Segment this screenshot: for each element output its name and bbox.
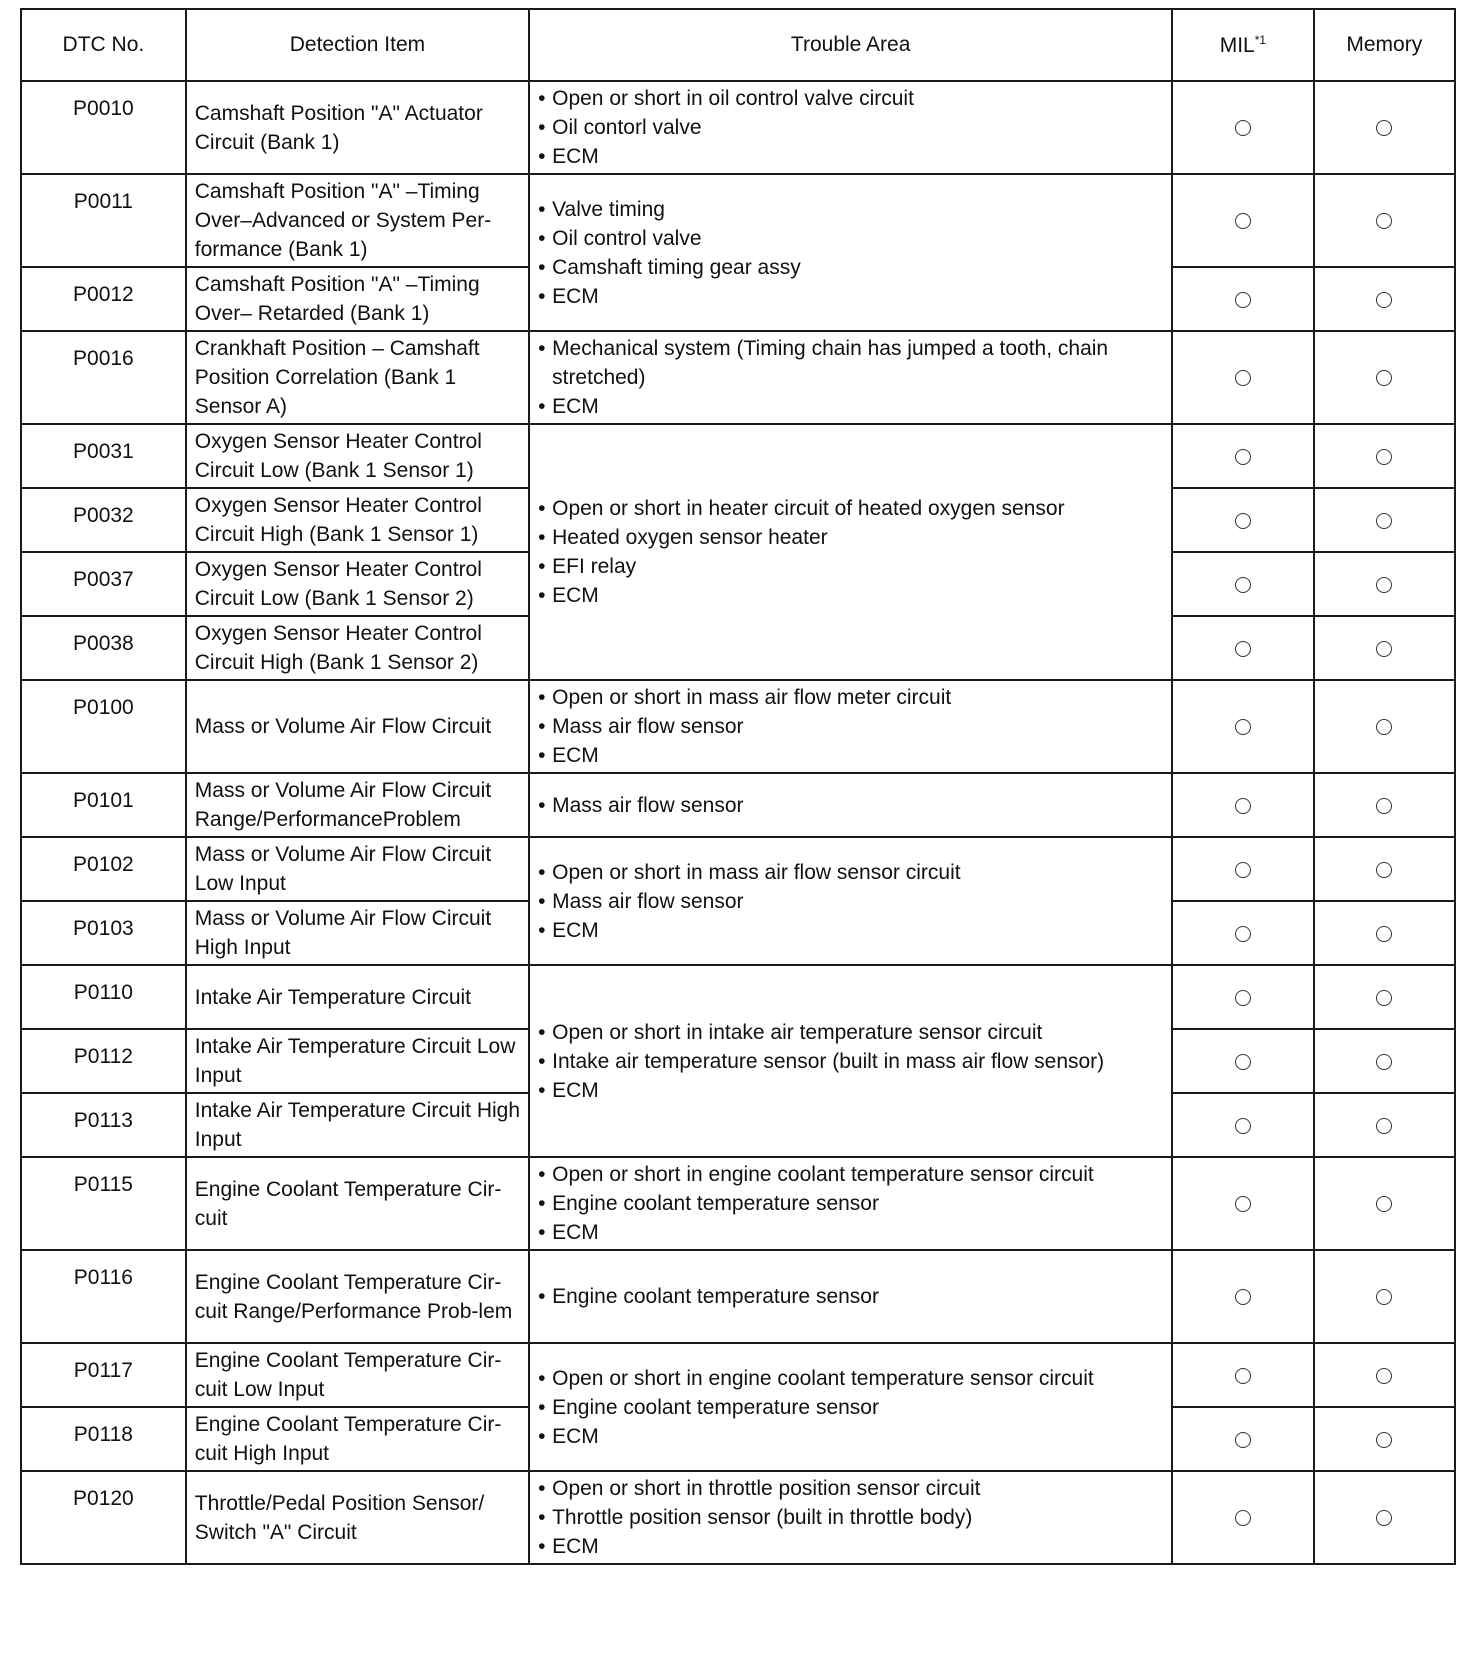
trouble-area-line xyxy=(538,113,1163,142)
table-row xyxy=(21,1471,1455,1564)
trouble-area-text: Open or short in engine coolant temperature sensor circuit xyxy=(552,1163,1094,1186)
bullet-icon: • xyxy=(538,1049,546,1073)
trouble-area-text: Mass air flow sensor xyxy=(552,793,744,817)
mil-open-circle-icon xyxy=(1235,577,1251,593)
detection-item-cell: Intake Air Temperature Circuit High Input xyxy=(186,1093,529,1157)
header-memory: Memory xyxy=(1314,9,1455,81)
memory-cell xyxy=(1314,901,1455,965)
bullet-icon: • xyxy=(538,1535,546,1558)
mil-cell xyxy=(1172,837,1313,901)
header-dtc-no: DTC No. xyxy=(21,9,186,81)
trouble-area-cell xyxy=(529,1471,1172,1564)
bullet-icon: • xyxy=(538,284,546,308)
trouble-area-cell xyxy=(529,174,1172,331)
bullet-icon: • xyxy=(538,116,546,139)
trouble-area-text: Camshaft timing gear assy xyxy=(552,255,801,279)
mil-open-circle-icon xyxy=(1235,1196,1251,1212)
mil-cell xyxy=(1172,1407,1313,1471)
trouble-area-text: ECM xyxy=(552,744,599,767)
dtc-number-cell: P0016 xyxy=(21,331,186,424)
trouble-area-cell xyxy=(529,965,1172,1157)
trouble-area-line xyxy=(538,282,1163,311)
trouble-area-line xyxy=(538,791,1163,820)
detection-item-cell: Camshaft Position "A" Actuator Circuit (Bank 1) xyxy=(186,81,529,174)
bullet-icon: • xyxy=(538,1192,546,1215)
memory-open-circle-icon xyxy=(1376,926,1392,942)
detection-item-cell: Mass or Volume Air Flow Circuit Low Input xyxy=(186,837,529,901)
memory-open-circle-icon xyxy=(1376,990,1392,1006)
memory-open-circle-icon xyxy=(1376,1510,1392,1526)
bullet-icon: • xyxy=(538,793,546,817)
trouble-area-text: ECM xyxy=(552,284,599,308)
bullet-icon: • xyxy=(538,197,546,221)
dtc-number-cell: P0118 xyxy=(21,1407,186,1471)
trouble-area-line xyxy=(538,494,1163,523)
memory-cell xyxy=(1314,424,1455,488)
mil-open-circle-icon xyxy=(1235,1510,1251,1526)
mil-open-circle-icon xyxy=(1235,449,1251,465)
memory-cell xyxy=(1314,1029,1455,1093)
memory-cell xyxy=(1314,616,1455,680)
mil-cell xyxy=(1172,773,1313,837)
mil-open-circle-icon xyxy=(1235,120,1251,136)
detection-item-cell: Oxygen Sensor Heater Control Circuit High (Bank 1 Sensor 1) xyxy=(186,488,529,552)
trouble-area-text: EFI relay xyxy=(552,555,637,578)
memory-cell xyxy=(1314,488,1455,552)
detection-item-cell: Oxygen Sensor Heater Control Circuit Low (Bank 1 Sensor 1) xyxy=(186,424,529,488)
mil-footnote-mark: *1 xyxy=(1254,32,1267,47)
dtc-number-cell: P0032 xyxy=(21,488,186,552)
memory-cell xyxy=(1314,267,1455,331)
bullet-icon: • xyxy=(538,860,546,884)
table-row xyxy=(21,680,1455,773)
bullet-icon: • xyxy=(538,1424,546,1448)
header-row xyxy=(21,9,1455,81)
bullet-icon: • xyxy=(538,1078,546,1102)
memory-open-circle-icon xyxy=(1376,370,1392,386)
header-trouble-area: Trouble Area xyxy=(529,9,1172,81)
memory-cell xyxy=(1314,680,1455,773)
memory-open-circle-icon xyxy=(1376,1368,1392,1384)
trouble-area-text: Open or short in oil control valve circuit xyxy=(552,87,914,110)
trouble-area-line xyxy=(538,581,1163,610)
detection-item-cell: Camshaft Position "A" –Timing Over–Advanced or System Per-formance (Bank 1) xyxy=(186,174,529,267)
mil-cell xyxy=(1172,680,1313,773)
bullet-icon: • xyxy=(538,889,546,913)
mil-cell xyxy=(1172,1471,1313,1564)
memory-cell xyxy=(1314,1157,1455,1250)
dtc-number-cell: P0120 xyxy=(21,1471,186,1564)
trouble-area-line xyxy=(538,887,1163,916)
dtc-number-cell: P0038 xyxy=(21,616,186,680)
trouble-area-text: Open or short in heater circuit of heated oxygen sensor xyxy=(552,497,1065,520)
detection-item-cell: Throttle/Pedal Position Sensor/ Switch "A" Circuit xyxy=(186,1471,529,1564)
bullet-icon: • xyxy=(538,686,546,709)
trouble-area-line xyxy=(538,1047,1163,1076)
trouble-area-text: Oil control valve xyxy=(552,226,702,250)
memory-cell xyxy=(1314,773,1455,837)
trouble-area-line xyxy=(538,142,1163,171)
mil-cell xyxy=(1172,1029,1313,1093)
mil-open-circle-icon xyxy=(1235,1054,1251,1070)
memory-open-circle-icon xyxy=(1376,120,1392,136)
bullet-icon: • xyxy=(538,1020,546,1044)
dtc-number-cell: P0012 xyxy=(21,267,186,331)
trouble-area-line xyxy=(538,253,1163,282)
bullet-icon: • xyxy=(538,1285,546,1308)
trouble-area-text: ECM xyxy=(552,1424,599,1448)
dtc-number-cell: P0112 xyxy=(21,1029,186,1093)
trouble-area-line xyxy=(538,334,1163,392)
memory-open-circle-icon xyxy=(1376,1196,1392,1212)
trouble-area-text: Mass air flow sensor xyxy=(552,889,744,913)
memory-cell xyxy=(1314,965,1455,1029)
trouble-area-line xyxy=(538,1364,1163,1393)
detection-item-cell: Mass or Volume Air Flow Circuit xyxy=(186,680,529,773)
mil-cell xyxy=(1172,331,1313,424)
trouble-area-line xyxy=(538,1393,1163,1422)
memory-cell xyxy=(1314,1250,1455,1343)
mil-open-circle-icon xyxy=(1235,641,1251,657)
bullet-icon: • xyxy=(538,226,546,250)
mil-cell xyxy=(1172,901,1313,965)
trouble-area-line xyxy=(538,858,1163,887)
dtc-table xyxy=(20,8,1456,1565)
dtc-number-cell: P0037 xyxy=(21,552,186,616)
bullet-icon: • xyxy=(538,255,546,279)
trouble-area-text: Mechanical system (Timing chain has jumped a tooth, chain stretched) xyxy=(552,337,1109,389)
memory-open-circle-icon xyxy=(1376,641,1392,657)
trouble-area-line xyxy=(538,392,1163,421)
memory-open-circle-icon xyxy=(1376,292,1392,308)
trouble-area-line xyxy=(538,84,1163,113)
bullet-icon: • xyxy=(538,715,546,738)
bullet-icon: • xyxy=(538,744,546,767)
mil-cell xyxy=(1172,174,1313,267)
dtc-table-body xyxy=(21,81,1455,1564)
memory-open-circle-icon xyxy=(1376,1289,1392,1305)
trouble-area-text: ECM xyxy=(552,1535,599,1558)
bullet-icon: • xyxy=(538,145,546,168)
trouble-area-line xyxy=(538,1076,1163,1105)
memory-cell xyxy=(1314,1343,1455,1407)
trouble-area-cell xyxy=(529,680,1172,773)
mil-cell xyxy=(1172,1343,1313,1407)
table-row xyxy=(21,1343,1455,1407)
bullet-icon: • xyxy=(538,497,546,520)
trouble-area-cell xyxy=(529,773,1172,837)
trouble-area-cell xyxy=(529,81,1172,174)
trouble-area-line xyxy=(538,1218,1163,1247)
mil-cell xyxy=(1172,1250,1313,1343)
detection-item-cell: Mass or Volume Air Flow Circuit High Input xyxy=(186,901,529,965)
dtc-number-cell: P0116 xyxy=(21,1250,186,1343)
bullet-icon: • xyxy=(538,337,546,360)
mil-open-circle-icon xyxy=(1235,1118,1251,1134)
trouble-area-line xyxy=(538,683,1163,712)
detection-item-cell: Intake Air Temperature Circuit xyxy=(186,965,529,1029)
trouble-area-text: Open or short in engine coolant temperature sensor circuit xyxy=(552,1366,1094,1390)
bullet-icon: • xyxy=(538,1477,546,1500)
dtc-number-cell: P0110 xyxy=(21,965,186,1029)
dtc-number-cell: P0117 xyxy=(21,1343,186,1407)
trouble-area-line xyxy=(538,916,1163,945)
dtc-number-cell: P0031 xyxy=(21,424,186,488)
table-row xyxy=(21,331,1455,424)
trouble-area-cell xyxy=(529,1157,1172,1250)
trouble-area-text: Throttle position sensor (built in throttle body) xyxy=(552,1506,973,1529)
dtc-number-cell: P0010 xyxy=(21,81,186,174)
table-row xyxy=(21,1250,1455,1343)
trouble-area-text: Heated oxygen sensor heater xyxy=(552,526,828,549)
bullet-icon: • xyxy=(538,526,546,549)
detection-item-cell: Crankhaft Position – Camshaft Position Correlation (Bank 1 Sensor A) xyxy=(186,331,529,424)
trouble-area-text: Open or short in mass air flow meter circuit xyxy=(552,686,952,709)
header-detection-item: Detection Item xyxy=(186,9,529,81)
trouble-area-text: Open or short in throttle position sensor circuit xyxy=(552,1477,981,1500)
trouble-area-cell xyxy=(529,331,1172,424)
trouble-area-line xyxy=(538,523,1163,552)
mil-open-circle-icon xyxy=(1235,213,1251,229)
dtc-number-cell: P0102 xyxy=(21,837,186,901)
trouble-area-text: ECM xyxy=(552,1078,599,1102)
dtc-number-cell: P0101 xyxy=(21,773,186,837)
mil-open-circle-icon xyxy=(1235,1289,1251,1305)
memory-open-circle-icon xyxy=(1376,1432,1392,1448)
detection-item-cell: Camshaft Position "A" –Timing Over– Retarded (Bank 1) xyxy=(186,267,529,331)
table-row xyxy=(21,773,1455,837)
memory-open-circle-icon xyxy=(1376,1054,1392,1070)
trouble-area-text: Engine coolant temperature sensor xyxy=(552,1395,879,1419)
dtc-number-cell: P0011 xyxy=(21,174,186,267)
mil-open-circle-icon xyxy=(1235,1432,1251,1448)
mil-open-circle-icon xyxy=(1235,719,1251,735)
trouble-area-cell xyxy=(529,424,1172,680)
dtc-number-cell: P0113 xyxy=(21,1093,186,1157)
trouble-area-line xyxy=(538,1532,1163,1561)
trouble-area-text: ECM xyxy=(552,395,599,418)
trouble-area-text: Open or short in intake air temperature sensor circuit xyxy=(552,1020,1043,1044)
table-row xyxy=(21,174,1455,267)
memory-cell xyxy=(1314,174,1455,267)
mil-open-circle-icon xyxy=(1235,513,1251,529)
memory-open-circle-icon xyxy=(1376,798,1392,814)
table-row xyxy=(21,424,1455,488)
memory-cell xyxy=(1314,1093,1455,1157)
trouble-area-line xyxy=(538,1474,1163,1503)
detection-item-cell: Mass or Volume Air Flow Circuit Range/PerformanceProblem xyxy=(186,773,529,837)
mil-open-circle-icon xyxy=(1235,862,1251,878)
mil-cell xyxy=(1172,965,1313,1029)
mil-cell xyxy=(1172,488,1313,552)
trouble-area-line xyxy=(538,552,1163,581)
trouble-area-line xyxy=(538,1189,1163,1218)
memory-cell xyxy=(1314,1471,1455,1564)
memory-cell xyxy=(1314,552,1455,616)
memory-cell xyxy=(1314,1407,1455,1471)
table-row xyxy=(21,1157,1455,1250)
mil-cell xyxy=(1172,1157,1313,1250)
memory-open-circle-icon xyxy=(1376,449,1392,465)
trouble-area-text: Mass air flow sensor xyxy=(552,715,744,738)
mil-cell xyxy=(1172,552,1313,616)
header-mil-label: MIL xyxy=(1219,33,1255,57)
memory-open-circle-icon xyxy=(1376,862,1392,878)
mil-open-circle-icon xyxy=(1235,798,1251,814)
mil-open-circle-icon xyxy=(1235,990,1251,1006)
dtc-number-cell: P0115 xyxy=(21,1157,186,1250)
mil-cell xyxy=(1172,1093,1313,1157)
detection-item-cell: Engine Coolant Temperature Cir-cuit Low Input xyxy=(186,1343,529,1407)
bullet-icon: • xyxy=(538,1506,546,1529)
trouble-area-line xyxy=(538,1160,1163,1189)
trouble-area-text: ECM xyxy=(552,145,599,168)
trouble-area-line xyxy=(538,1422,1163,1451)
bullet-icon: • xyxy=(538,1221,546,1244)
trouble-area-text: ECM xyxy=(552,1221,599,1244)
trouble-area-text: ECM xyxy=(552,584,599,607)
bullet-icon: • xyxy=(538,918,546,942)
mil-open-circle-icon xyxy=(1235,1368,1251,1384)
trouble-area-text: Engine coolant temperature sensor xyxy=(552,1285,879,1308)
trouble-area-line xyxy=(538,741,1163,770)
trouble-area-text: Engine coolant temperature sensor xyxy=(552,1192,879,1215)
trouble-area-line xyxy=(538,1282,1163,1311)
bullet-icon: • xyxy=(538,584,546,607)
detection-item-cell: Intake Air Temperature Circuit Low Input xyxy=(186,1029,529,1093)
bullet-icon: • xyxy=(538,87,546,110)
table-row xyxy=(21,81,1455,174)
detection-item-cell: Engine Coolant Temperature Cir-cuit Range/Performance Prob-lem xyxy=(186,1250,529,1343)
mil-cell xyxy=(1172,81,1313,174)
trouble-area-text: Oil contorl valve xyxy=(552,116,702,139)
bullet-icon: • xyxy=(538,1163,546,1186)
memory-open-circle-icon xyxy=(1376,1118,1392,1134)
bullet-icon: • xyxy=(538,1366,546,1390)
mil-cell xyxy=(1172,616,1313,680)
trouble-area-line xyxy=(538,224,1163,253)
memory-cell xyxy=(1314,837,1455,901)
header-mil xyxy=(1172,9,1313,81)
dtc-number-cell: P0100 xyxy=(21,680,186,773)
detection-item-cell: Engine Coolant Temperature Cir-cuit High Input xyxy=(186,1407,529,1471)
bullet-icon: • xyxy=(538,1395,546,1419)
trouble-area-text: ECM xyxy=(552,918,599,942)
memory-open-circle-icon xyxy=(1376,577,1392,593)
mil-open-circle-icon xyxy=(1235,926,1251,942)
bullet-icon: • xyxy=(538,395,546,418)
memory-open-circle-icon xyxy=(1376,513,1392,529)
detection-item-cell: Engine Coolant Temperature Cir-cuit xyxy=(186,1157,529,1250)
trouble-area-line xyxy=(538,1503,1163,1532)
trouble-area-text: Valve timing xyxy=(552,197,665,221)
memory-cell xyxy=(1314,81,1455,174)
mil-cell xyxy=(1172,267,1313,331)
trouble-area-cell xyxy=(529,1343,1172,1471)
detection-item-cell: Oxygen Sensor Heater Control Circuit Low (Bank 1 Sensor 2) xyxy=(186,552,529,616)
trouble-area-line xyxy=(538,1018,1163,1047)
memory-open-circle-icon xyxy=(1376,719,1392,735)
trouble-area-cell xyxy=(529,837,1172,965)
trouble-area-line xyxy=(538,195,1163,224)
trouble-area-cell xyxy=(529,1250,1172,1343)
mil-open-circle-icon xyxy=(1235,292,1251,308)
memory-open-circle-icon xyxy=(1376,213,1392,229)
trouble-area-text: Intake air temperature sensor (built in mass air flow sensor) xyxy=(552,1049,1105,1073)
mil-open-circle-icon xyxy=(1235,370,1251,386)
memory-cell xyxy=(1314,331,1455,424)
detection-item-cell: Oxygen Sensor Heater Control Circuit High (Bank 1 Sensor 2) xyxy=(186,616,529,680)
bullet-icon: • xyxy=(538,555,546,578)
dtc-number-cell: P0103 xyxy=(21,901,186,965)
mil-cell xyxy=(1172,424,1313,488)
table-row xyxy=(21,965,1455,1029)
table-row xyxy=(21,837,1455,901)
trouble-area-line xyxy=(538,712,1163,741)
trouble-area-text: Open or short in mass air flow sensor circuit xyxy=(552,860,961,884)
